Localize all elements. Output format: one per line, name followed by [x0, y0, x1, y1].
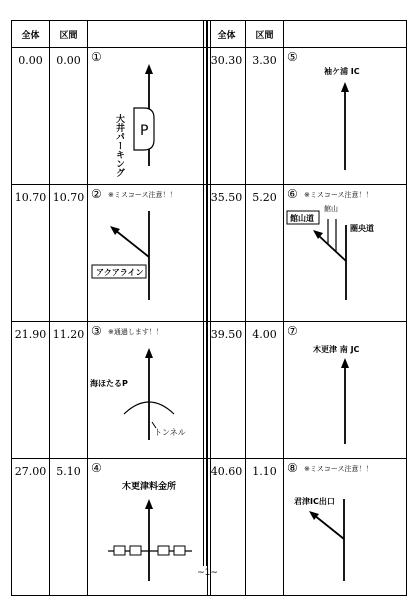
place-label: 木更津料金所: [122, 482, 177, 492]
caution-note: ※ミスコース注意！！: [304, 191, 373, 199]
branch-line: [318, 235, 346, 261]
total-distance: 30.30: [208, 48, 246, 185]
route-diagram-svg: [284, 322, 406, 452]
arrow-head-icon: [341, 82, 349, 92]
total-distance: 35.50: [208, 185, 246, 322]
section-distance: 3.30: [246, 48, 284, 185]
header-diagram: [88, 21, 211, 48]
route-diagram: [284, 48, 407, 185]
route-diagram-svg: [284, 48, 406, 178]
section-distance: 0.00: [50, 48, 88, 185]
right-route-table: [207, 20, 407, 596]
step-row: [208, 48, 407, 185]
route-diagram: [88, 322, 211, 459]
section-distance: 11.20: [50, 322, 88, 459]
step-marker: ⑤: [287, 50, 298, 64]
step-marker: ①: [91, 50, 102, 64]
header-section: 区間: [246, 21, 284, 48]
route-diagram: [284, 322, 407, 459]
step-marker: ③: [91, 324, 102, 338]
total-distance: 0.00: [12, 48, 50, 185]
step-marker: ②: [91, 187, 102, 201]
road-name: 圏央道: [350, 224, 374, 233]
step-row: [12, 48, 211, 185]
branch-line: [115, 230, 149, 257]
route-diagram-svg: [284, 185, 406, 315]
arrow-head-icon: [341, 358, 349, 368]
page-number: ~1~: [197, 568, 218, 578]
toll-booth-icon: [114, 546, 125, 555]
step-row: [12, 185, 211, 322]
exit-label: 君津IC出口: [294, 497, 335, 506]
step-marker: ⑧: [287, 461, 298, 475]
section-distance: 5.10: [50, 459, 88, 596]
place-label: 海ほたるP: [90, 379, 128, 388]
total-distance: 10.70: [12, 185, 50, 322]
section-distance: 5.20: [246, 185, 284, 322]
route-diagram: [284, 185, 407, 322]
section-distance: 1.10: [246, 459, 284, 596]
step-marker: ④: [91, 461, 102, 475]
step-marker: ⑦: [287, 324, 298, 338]
step-marker: ⑥: [287, 187, 298, 201]
step-row: [12, 322, 211, 459]
header-diagram: [284, 21, 407, 48]
place-label: 木更津 南 JC: [313, 345, 360, 354]
step-row: [208, 185, 407, 322]
place-label: 袖ケ浦 IC: [324, 67, 360, 76]
road-name: 館山道: [290, 214, 314, 223]
header-total: 全体: [12, 21, 50, 48]
caution-note: ※ミスコース注意！！: [108, 191, 177, 199]
total-distance: 40.60: [208, 459, 246, 596]
caution-note: ※ミスコース注意！！: [304, 465, 373, 473]
section-distance: 10.70: [50, 185, 88, 322]
toll-booth-icon: [174, 546, 185, 555]
route-diagram-svg: [88, 185, 210, 315]
route-diagram: [88, 48, 211, 185]
total-distance: 39.50: [208, 322, 246, 459]
header-section: 区間: [50, 21, 88, 48]
place-label: 大井パーキング: [114, 114, 124, 177]
arrow-head-icon: [145, 499, 153, 509]
road-name: アクアライン: [96, 268, 144, 277]
total-distance: 27.00: [12, 459, 50, 596]
left-route-table: [11, 20, 211, 596]
toll-booth-icon: [158, 546, 169, 555]
place-label: 館山: [324, 205, 338, 213]
left-column: [11, 20, 207, 596]
route-diagram-svg: [88, 48, 210, 178]
branch-line: [314, 515, 344, 539]
header-total: 全体: [208, 21, 246, 48]
tunnel-label: トンネル: [154, 428, 186, 437]
arrow-head-icon: [145, 348, 153, 358]
section-distance: 4.00: [246, 322, 284, 459]
arrow-head-icon: [145, 64, 153, 74]
right-column: [207, 20, 403, 596]
route-diagram: [88, 185, 211, 322]
route-diagram-svg: [88, 322, 210, 452]
total-distance: 21.90: [12, 322, 50, 459]
toll-booth-icon: [130, 546, 141, 555]
parking-icon: P: [140, 123, 149, 139]
header-row: [208, 21, 407, 48]
header-row: [12, 21, 211, 48]
step-row: [208, 322, 407, 459]
pass-through-note: ※通過します！！: [108, 328, 163, 336]
